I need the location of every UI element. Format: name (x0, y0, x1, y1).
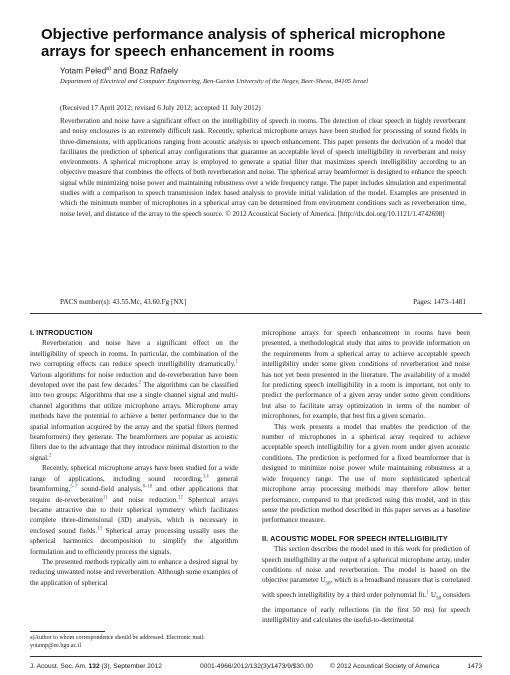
journal-citation (30, 663, 162, 670)
journal-issue: (3), September 2012 (99, 663, 162, 670)
text-run: This section describes the model used in this work for prediction of speech intelligibility at the output of a spherical microphone array, under conditions of noise and reverberation. The model is based on the objective parameter U (262, 545, 470, 585)
journal-volume: 132 (88, 663, 100, 670)
citation-link[interactable]: 3,4 (202, 474, 209, 480)
received-dates: (Received 17 April 2012; revised 6 July 2012; accepted 11 July 2012) (60, 104, 261, 112)
footnote-divider (30, 631, 105, 632)
citation-link[interactable]: 1 (426, 590, 429, 596)
text-run: and other applications that require de-reverberation (30, 485, 238, 504)
subscript: 50 (325, 581, 331, 587)
citation-link[interactable]: 5–7 (70, 484, 78, 490)
affiliation: Department of Electrical and Computer Engineering, Ben-Gurion University of the Negev, Beer-Sheva, 84105 Israel (60, 78, 369, 85)
header-divider (30, 313, 482, 314)
paper-title: Objective performance analysis of spherical microphone arrays for speech enhancement in rooms (41, 26, 446, 60)
correspondence-footnote: a)Author to whom correspondence should be addressed. Electronic mail: yotamp@ee.bgu.ac.il (30, 635, 205, 649)
citation-link[interactable]: 11 (102, 495, 108, 501)
text-run: The algorithms can be classified into two groups: Algorithms that use a single channel signal and multi-channel algorithms that utilize microphone arrays. Microphone array methods have the potential to achieve a better performance due to the spatial information acquired by the array and the spatial filters (termed beamformers) they generate. The beamformers are popular as acoustic filters due to the advantage that they introduce minimal distortion to the signal. (30, 381, 238, 462)
author-line (60, 66, 178, 76)
text-run: sound-field analysis, (77, 485, 143, 494)
page-range: Pages: 1473–1481 (413, 298, 466, 306)
abstract: Reverberation and noise have a significant effect on the intelligibility of speech in rooms. The detection of clear speech in highly reverberant and noisy enclosures is an extremely difficult task. Recently, spherical microphone arrays have been studied for processing of sound fields in three-dimensions, with applications ranging from acoustic analysis to speech enhancement. This paper presents the derivation of a model that facilitates the prediction of spherical array configurations that guarantee an acceptable level of speech intelligibility in reverberant and noisy environments. A spherical microphone array is employed to generate a spatial filter that maximizes speech intelligibility according to an objective measure that combines the effects of both reverberation and noise. The spherical array beamformer is designed to enhance the speech signal while minimizing noise power and maintaining robustness over a wide frequency range. The paper includes simulation and experimental studies with a comparison to speech transmission index based analysis to provide initial validation of the model. Examples are presented in which the minimum number of microphones in a spherical array can be determined from environment conditions such as reverberation time, noise level, and distance of the array to the speech source. © 2012 Acoustical Society of America. [http://dx.doi.org/10.1121/1.4742698] (60, 117, 466, 218)
right-column (262, 328, 470, 626)
text-run: considers the importance of early reflections (in the first 50 ms) for speech intelligibility and calculates the useful-to-detrimental (262, 591, 470, 625)
author-name: Boaz Rafaely (129, 66, 178, 76)
text-run: Spherical array processing usually uses the spherical harmonics decomposition to simplify the algorithm formulation and to efficiently process the signals. (30, 526, 239, 556)
issn-line: 0001-4966/2012/132(3)/1473/9/$30.00 (200, 663, 313, 670)
citation-link[interactable]: 1 (235, 359, 238, 365)
paragraph: This work presents a model that enables the prediction of the number of microphones in a spherical array required to achieve acceptable speech intelligibility for a given room under given acoustic conditions. The prediction is performed for a fixed beamformer that is designed to minimize noise power while maintaining robustness at a wide frequency range. The use of more sophisticated spherical microphone array processing methods may therefore allow better performance, compared to that predicted using this model, and in this sense the prediction method described in this paper serves as a baseline performance measure. (262, 422, 470, 525)
text-run: and noise reduction. (107, 495, 178, 504)
text-run: Reverberation and noise have a significant effect on the intelligibility of speech in rooms. In particular, the combination of the two corrupting effects can reduce speech intelligibility dramatically. (30, 339, 238, 369)
citation-link[interactable]: 2 (138, 380, 142, 386)
subscript: 50 (436, 596, 442, 602)
journal-name: J. Acoust. Soc. Am. (30, 663, 89, 670)
author-connector: and (111, 66, 130, 76)
pacs-numbers: PACS number(s): 43.55.Mc, 43.60.Fg [NX] (60, 298, 187, 306)
citation-link[interactable]: 2 (48, 453, 52, 459)
footer-divider (30, 656, 482, 657)
left-column (30, 328, 238, 588)
paragraph: The presented methods typically aim to enhance a desired signal by reducing unwanted noise and reverberation. Although some examples of the application of spherical (30, 557, 238, 587)
page-number: 1473 (467, 663, 482, 670)
paragraph (30, 463, 238, 557)
author-footnote-mark: a) (106, 66, 112, 72)
text-run: Spherical arrays became attractive due to their spherical symmetry which facilitates complete three-dimensional (3D) analysis, which is necessary in enclosed sound fields. (30, 495, 239, 535)
citation-link[interactable]: 12 (177, 495, 183, 501)
paragraph (30, 338, 238, 463)
copyright-line: © 2012 Acoustical Society of America (330, 663, 440, 670)
citation-link[interactable]: 8–10 (142, 484, 153, 490)
text-run: U (428, 591, 437, 600)
section-heading: I. INTRODUCTION (30, 328, 93, 337)
paragraph: microphone arrays for speech enhancement in rooms have been presented, a methodological study that aims to provide information on the requirements from a spherical array to achieve acceptable speech intelligibility under some given conditions of reverberation and noise has not yet been presented in the literature. The availability of a model for predicting speech intelligibility in a room is important, not only to predict the performance of a given array under some given conditions but also to facilitate array optimization in terms of the number of microphones, for example, that best fits a given scenario. (262, 329, 470, 421)
paragraph (262, 544, 470, 626)
text-run: Recently, spherical microphone arrays have been studied for a wide range of applications, including sound recording, (30, 464, 238, 483)
text-run: general beamforming, (30, 474, 238, 494)
text-run: Various algorithms for noise reduction and de-reverberation have been developed over the past few decades. (30, 370, 238, 390)
section-heading: II. ACOUSTIC MODEL FOR SPEECH INTELLIGIBILITY (262, 533, 448, 543)
author-name: Yotam Peled (60, 66, 107, 76)
citation-link[interactable]: 13 (97, 526, 102, 532)
text-run: , which is a broadband measure that is correlated with speech intelligibility by a third order polynomial fit. (262, 576, 470, 600)
